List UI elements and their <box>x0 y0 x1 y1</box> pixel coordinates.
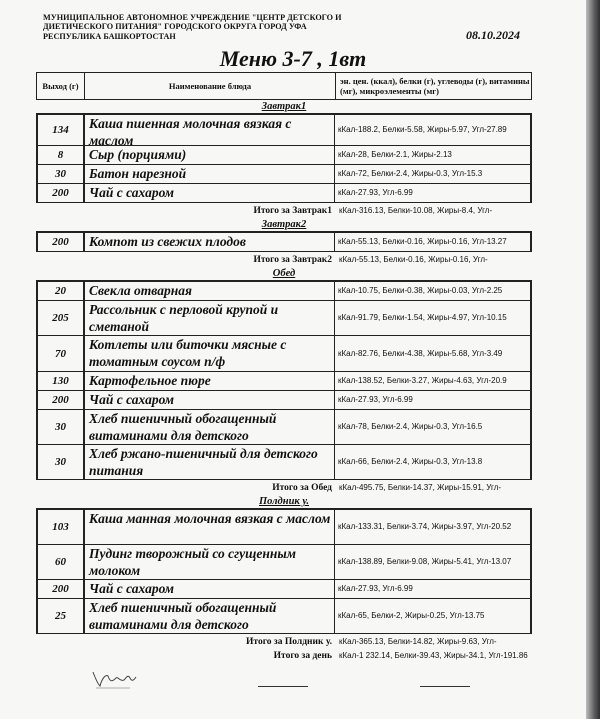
dish-output: 200 <box>38 184 85 202</box>
day-total-label: Итого за день <box>273 651 332 661</box>
table-row <box>38 410 530 445</box>
table-row <box>38 233 530 251</box>
table-row <box>38 445 530 479</box>
meal-total-value: кКал-55.13, Белки-0.16, Жиры-0.16, Угл- <box>339 254 488 264</box>
dish-output: 134 <box>38 115 85 145</box>
dish-nutrition: кКал-91.79, Белки-1.54, Жиры-4.97, Угл-10.15 <box>338 313 507 322</box>
dish-nutrition: кКал-55.13, Белки-0.16, Жиры-0.16, Угл-13.27 <box>338 237 507 246</box>
meal-heading: Завтрак2 <box>261 219 307 230</box>
dish-output: 8 <box>38 146 85 164</box>
dish-name: Батон нарезной <box>85 165 335 183</box>
page-edge <box>586 0 600 719</box>
dish-name: Хлеб пшеничный обогащенный витаминами для детского <box>85 599 335 633</box>
dish-output: 200 <box>38 580 85 598</box>
table-row <box>38 336 530 372</box>
meal-total-value: кКал-365.13, Белки-14.82, Жиры-9.63, Угл- <box>339 636 497 646</box>
dish-output: 200 <box>38 391 85 409</box>
table-row <box>38 372 530 391</box>
meal-items <box>36 113 532 203</box>
dish-name: Чай с сахаром <box>85 184 335 202</box>
dish-nutrition: кКал-82.76, Белки-4.38, Жиры-5.68, Угл-3.49 <box>338 348 503 358</box>
signature-line <box>420 686 470 687</box>
organization-name: МУНИЦИПАЛЬНОЕ АВТОНОМНОЕ УЧРЕЖДЕНИЕ "ЦЕНТР ДЕТСКОГО И ДИЕТИЧЕСКОГО ПИТАНИЯ" ГОРОДСКОГО ОКРУГА ГОРОД УФА РЕСПУБЛИКА БАШКОРТОСТАН <box>43 13 342 41</box>
table-row <box>38 580 530 599</box>
dish-output: 200 <box>38 233 85 251</box>
table-row <box>38 282 530 301</box>
dish-nutrition: кКал-10.75, Белки-0.38, Жиры-0.03, Угл-2.25 <box>338 286 503 295</box>
dish-name: Хлеб ржано-пшеничный для детского питания <box>85 445 335 479</box>
dish-output: 25 <box>38 599 85 633</box>
dish-output: 20 <box>38 282 85 300</box>
dish-name: Хлеб пшеничный обогащенный витаминами для детского <box>85 410 335 444</box>
meal-total-value: кКал-316.13, Белки-10.08, Жиры-8.4, Угл- <box>339 205 493 215</box>
dish-nutrition: кКал-27.93, Угл-6.99 <box>338 584 413 593</box>
table-row <box>38 165 530 184</box>
dish-name: Каша пшенная молочная вязкая с маслом <box>85 115 335 145</box>
meal-heading: Завтрак1 <box>261 101 307 112</box>
dish-output: 103 <box>38 510 85 544</box>
dish-nutrition: кКал-138.52, Белки-3.27, Жиры-4.63, Угл-20.9 <box>338 376 507 385</box>
meal-items <box>36 231 532 252</box>
dish-output: 130 <box>38 372 85 390</box>
column-output-header: Выход (г) <box>37 73 85 99</box>
table-row <box>38 391 530 410</box>
meal-items <box>36 280 532 480</box>
dish-name: Чай с сахаром <box>85 391 335 409</box>
meal-total-value: кКал-495.75, Белки-14.37, Жиры-15.91, Угл- <box>339 482 502 492</box>
meal-heading: Обед <box>272 268 296 279</box>
dish-name: Свекла отварная <box>85 282 335 300</box>
table-row <box>38 301 530 336</box>
meal-heading: Полдник у. <box>259 496 309 507</box>
table-row <box>38 115 530 146</box>
meal-items <box>36 508 532 634</box>
dish-nutrition: кКал-27.93, Угл-6.99 <box>338 188 413 197</box>
dish-name: Сыр (порциями) <box>85 146 335 164</box>
page-title: Меню 3-7 , 1вт <box>219 46 367 71</box>
table-row <box>38 510 530 545</box>
column-dish-header: Наименование блюда <box>85 73 336 99</box>
dish-nutrition: кКал-65, Белки-2, Жиры-0.25, Угл-13.75 <box>338 611 485 620</box>
table-row <box>38 184 530 202</box>
meal-total-row <box>36 203 532 218</box>
table-row <box>38 599 530 633</box>
meal-sections <box>36 100 532 649</box>
dish-nutrition: кКал-133.31, Белки-3.74, Жиры-3.97, Угл-20.52 <box>338 522 512 531</box>
meal-total-row <box>36 252 532 267</box>
dish-name: Пудинг творожный со сгущенным молоком <box>85 545 335 579</box>
dish-nutrition: кКал-138.89, Белки-9.08, Жиры-5.41, Угл-13.07 <box>338 557 512 566</box>
meal-total-row <box>36 634 532 649</box>
dish-output: 205 <box>38 301 85 335</box>
dish-nutrition: кКал-28, Белки-2.1, Жиры-2.13 <box>338 150 452 159</box>
dish-output: 30 <box>38 445 85 479</box>
dish-nutrition: кКал-66, Белки-2.4, Жиры-0.3, Угл-13.8 <box>338 457 483 466</box>
meal-total-row <box>36 480 532 495</box>
dish-output: 30 <box>38 410 85 444</box>
dish-nutrition: кКал-27.93, Угл-6.99 <box>338 395 413 404</box>
signature <box>90 668 138 690</box>
dish-name: Картофельное пюре <box>85 372 335 390</box>
table-row <box>38 545 530 580</box>
dish-name: Каша манная молочная вязкая с маслом <box>85 510 335 544</box>
column-nutrition-header: эн. цен. (ккал), белки (г), углеводы (г), витамины (мг), микроэлементы (мг) <box>340 76 530 96</box>
meal-total-label: Итого за Завтрак1 <box>253 205 332 216</box>
menu-date: 08.10.2024 <box>466 28 520 42</box>
dish-nutrition: кКал-188.2, Белки-5.58, Жиры-5.97, Угл-27.89 <box>338 125 507 134</box>
table-header <box>36 72 532 100</box>
meal-total-label: Итого за Полдник у. <box>246 636 332 647</box>
dish-output: 30 <box>38 165 85 183</box>
dish-output: 60 <box>38 545 85 579</box>
signature-line <box>258 686 308 687</box>
dish-name: Компот из свежих плодов <box>85 233 335 251</box>
day-total-value: кКал-1 232.14, Белки-39.43, Жиры-34.1, Угл-191.86 <box>339 651 528 660</box>
meal-total-label: Итого за Завтрак2 <box>253 254 332 265</box>
table-row <box>38 146 530 165</box>
dish-name: Котлеты или биточки мясные с томатным соусом п/ф <box>85 336 335 371</box>
meal-total-label: Итого за Обед <box>272 482 332 493</box>
dish-nutrition: кКал-72, Белки-2.4, Жиры-0.3, Угл-15.3 <box>338 169 483 178</box>
dish-output: 70 <box>38 336 85 371</box>
dish-name: Рассольник с перловой крупой и сметаной <box>85 301 335 335</box>
dish-nutrition: кКал-78, Белки-2.4, Жиры-0.3, Угл-16.5 <box>338 422 483 431</box>
dish-name: Чай с сахаром <box>85 580 335 598</box>
menu-table <box>36 72 532 675</box>
